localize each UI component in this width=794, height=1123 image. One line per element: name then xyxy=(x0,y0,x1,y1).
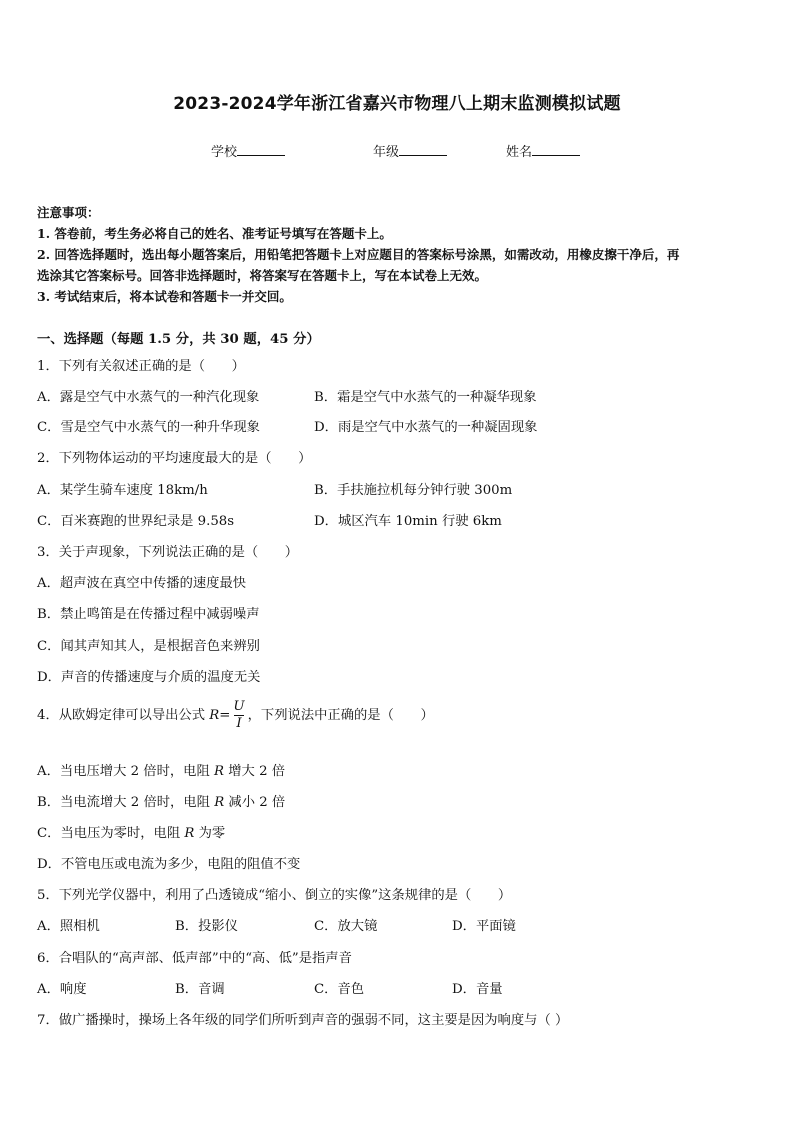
q4-option-c xyxy=(37,822,225,841)
q4-option-d: D．不管电压或电流为多少，电阻的阻值不变 xyxy=(37,857,301,872)
q1-option-d: D．雨是空气中水蒸气的一种凝固现象 xyxy=(314,420,538,435)
q5-option-c: C．放大镜 xyxy=(314,919,378,934)
q2-stem: 2．下列物体运动的平均速度最大的是（ ） xyxy=(37,451,312,466)
formula-equals: = xyxy=(219,707,231,723)
q4-stem-post: ，下列说法中正确的是（ ） xyxy=(247,707,434,723)
name-blank xyxy=(532,143,580,156)
school-blank xyxy=(237,143,285,156)
school-field xyxy=(211,141,285,160)
q4-option-c-tail: 为零 xyxy=(194,826,226,841)
q4-option-a xyxy=(37,760,285,779)
grade-blank xyxy=(399,143,447,156)
q4-stem xyxy=(37,700,434,731)
formula-denominator: I xyxy=(236,715,242,731)
q5-option-b: B．投影仪 xyxy=(175,919,238,934)
q6-option-d: D．音量 xyxy=(452,982,503,997)
notice-item-2-cont: 选涂其它答案标号。回答非选择题时，将答案写在答题卡上，写在本试卷上无效。 xyxy=(37,268,488,283)
q2-option-a: A．某学生骑车速度 18km/h xyxy=(37,483,208,498)
q5-option-d: D．平面镜 xyxy=(452,919,516,934)
q1-option-a: A．露是空气中水蒸气的一种汽化现象 xyxy=(37,390,260,405)
q6-stem: 6．合唱队的“高声部、低声部”中的“高、低”是指声音 xyxy=(37,951,352,966)
formula-numerator: U xyxy=(233,699,245,714)
q1-option-b: B．霜是空气中水蒸气的一种凝华现象 xyxy=(314,390,537,405)
resistance-symbol: R xyxy=(214,764,225,779)
resistance-symbol: R xyxy=(184,826,195,841)
name-label: 姓名 xyxy=(506,145,533,160)
q1-stem: 1．下列有关叙述正确的是（ ） xyxy=(37,359,245,374)
q4-option-b-tail: 减小 2 倍 xyxy=(224,795,286,810)
q6-option-a: A．响度 xyxy=(37,982,87,997)
school-label: 学校 xyxy=(211,145,238,160)
notice-heading: 注意事项： xyxy=(37,205,100,220)
q6-option-b: B．音调 xyxy=(175,982,225,997)
q7-stem: 7．做广播操时，操场上各年级的同学们所听到声音的强弱不同，这主要是因为响度与（ ） xyxy=(37,1013,569,1028)
grade-field xyxy=(373,141,447,160)
q5-option-a: A．照相机 xyxy=(37,919,100,934)
q3-stem: 3．关于声现象，下列说法正确的是（ ） xyxy=(37,545,299,560)
section-heading: 一、选择题（每题 1.5 分，共 30 题，45 分） xyxy=(37,332,320,347)
formula-fraction xyxy=(231,700,246,731)
q3-option-b: B．禁止鸣笛是在传播过程中减弱噪声 xyxy=(37,607,260,622)
q4-option-a-tail: 增大 2 倍 xyxy=(224,764,286,779)
formula-resistance-symbol: R xyxy=(209,707,220,723)
q5-stem: 5．下列光学仪器中，利用了凸透镜成“缩小、倒立的实像”这条规律的是（ ） xyxy=(37,888,512,903)
name-field xyxy=(506,141,580,160)
notice-item-2: 2. 回答选择题时，选出每小题答案后，用铅笔把答题卡上对应题目的答案标号涂黑，如需改动，用橡皮擦干净后，再 xyxy=(37,247,680,262)
q3-option-a: A．超声波在真空中传播的速度最快 xyxy=(37,576,247,591)
notice-item-1: 1. 答卷前，考生务必将自己的姓名、准考证号填写在答题卡上。 xyxy=(37,226,392,241)
q4-option-a-text: A．当电压增大 2 倍时，电阻 xyxy=(37,764,215,779)
q4-option-c-text: C．当电压为零时，电阻 xyxy=(37,826,185,841)
q3-option-c: C．闻其声知其人，是根据音色来辨别 xyxy=(37,639,260,654)
resistance-symbol: R xyxy=(214,795,225,810)
q6-option-c: C．音色 xyxy=(314,982,365,997)
q4-option-b-text: B．当电流增大 2 倍时，电阻 xyxy=(37,795,215,810)
q4-stem-pre: 4．从欧姆定律可以导出公式 xyxy=(37,707,210,723)
q2-option-b: B．手扶施拉机每分钟行驶 300m xyxy=(314,483,513,498)
q4-option-b xyxy=(37,791,285,810)
notice-item-3: 3. 考试结束后，将本试卷和答题卡一并交回。 xyxy=(37,289,292,304)
page-title: 2023-2024学年浙江省嘉兴市物理八上期末监测模拟试题 xyxy=(173,94,621,114)
q2-option-c: C．百米赛跑的世界纪录是 9.58s xyxy=(37,514,235,529)
q2-option-d: D．城区汽车 10min 行驶 6km xyxy=(314,514,502,529)
grade-label: 年级 xyxy=(373,145,400,160)
q3-option-d: D．声音的传播速度与介质的温度无关 xyxy=(37,670,261,685)
q1-option-c: C．雪是空气中水蒸气的一种升华现象 xyxy=(37,420,260,435)
